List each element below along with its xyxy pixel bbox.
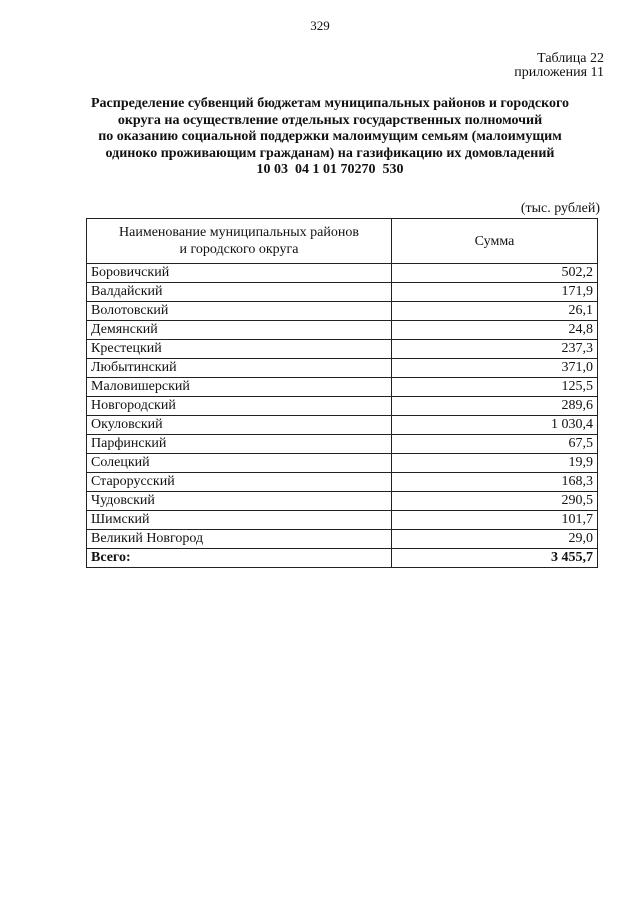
row-name: Демянский bbox=[87, 321, 392, 340]
row-sum: 289,6 bbox=[392, 397, 598, 416]
title-line5: 10 03 04 1 01 70270 530 bbox=[256, 162, 404, 177]
title-line3: по оказанию социальной поддержки малоимущим семьям (малоимущим bbox=[98, 129, 562, 144]
table-ref-line1: Таблица 22 bbox=[537, 51, 604, 66]
row-name: Новгородский bbox=[87, 397, 392, 416]
table-row bbox=[87, 264, 598, 283]
row-sum: 29,0 bbox=[392, 530, 598, 549]
row-name: Шимский bbox=[87, 511, 392, 530]
table-row bbox=[87, 378, 598, 397]
page-number: 329 bbox=[310, 18, 330, 33]
row-name: Любытинский bbox=[87, 359, 392, 378]
table-row bbox=[87, 340, 598, 359]
total-label: Всего: bbox=[87, 549, 392, 568]
title-line2: округа на осуществление отдельных государственных полномочий bbox=[117, 112, 543, 128]
table-body bbox=[87, 264, 598, 549]
table-row bbox=[87, 283, 598, 302]
row-name: Солецкий bbox=[87, 454, 392, 473]
table-row bbox=[87, 530, 598, 549]
row-sum: 24,8 bbox=[392, 321, 598, 340]
row-sum: 290,5 bbox=[392, 492, 598, 511]
units-label: (тыс. рублей) bbox=[520, 201, 600, 216]
row-sum: 168,3 bbox=[392, 473, 598, 492]
row-sum: 1 030,4 bbox=[392, 416, 598, 435]
row-sum: 502,2 bbox=[392, 264, 598, 283]
row-name: Волотовский bbox=[87, 302, 392, 321]
table-row bbox=[87, 416, 598, 435]
row-name: Чудовский bbox=[87, 492, 392, 511]
row-sum: 26,1 bbox=[392, 302, 598, 321]
table-row bbox=[87, 321, 598, 340]
row-sum: 125,5 bbox=[392, 378, 598, 397]
header-sum: Сумма bbox=[392, 219, 598, 264]
table-row bbox=[87, 492, 598, 511]
document-title bbox=[60, 96, 600, 179]
row-name: Боровичский bbox=[87, 264, 392, 283]
total-row bbox=[87, 549, 598, 568]
table-row bbox=[87, 511, 598, 530]
row-name: Крестецкий bbox=[87, 340, 392, 359]
row-name: Окуловский bbox=[87, 416, 392, 435]
header-name: Наименование муниципальных районов и городского округа bbox=[87, 219, 392, 264]
row-name: Парфинский bbox=[87, 435, 392, 454]
table-row bbox=[87, 302, 598, 321]
table-ref-line2: приложения 11 bbox=[514, 65, 604, 80]
table-row bbox=[87, 473, 598, 492]
row-sum: 171,9 bbox=[392, 283, 598, 302]
row-sum: 371,0 bbox=[392, 359, 598, 378]
row-sum: 237,3 bbox=[392, 340, 598, 359]
row-name: Великий Новгород bbox=[87, 530, 392, 549]
row-name: Старорусский bbox=[87, 473, 392, 492]
row-sum: 19,9 bbox=[392, 454, 598, 473]
table-row bbox=[87, 435, 598, 454]
row-sum: 101,7 bbox=[392, 511, 598, 530]
row-name: Валдайский bbox=[87, 283, 392, 302]
table-row bbox=[87, 454, 598, 473]
title-line4: одиноко проживающим гражданам) на газификацию их домовладений bbox=[105, 145, 555, 161]
title-line1: Распределение субвенций бюджетам муниципальных районов и городского bbox=[90, 96, 569, 111]
subsidy-table bbox=[86, 218, 598, 568]
row-sum: 67,5 bbox=[392, 435, 598, 454]
table-header-row bbox=[87, 219, 598, 264]
table-reference bbox=[514, 52, 604, 80]
table-row bbox=[87, 397, 598, 416]
row-name: Маловишерский bbox=[87, 378, 392, 397]
table-row bbox=[87, 359, 598, 378]
total-sum: 3 455,7 bbox=[392, 549, 598, 568]
